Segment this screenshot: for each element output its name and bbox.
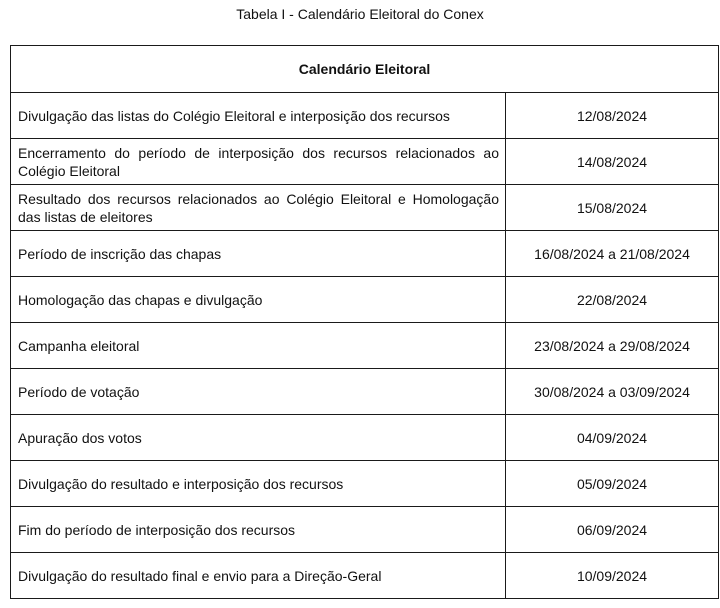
date-cell: 23/08/2024 a 29/08/2024 xyxy=(506,323,719,369)
table-row xyxy=(11,507,719,553)
table-header-row xyxy=(11,46,719,93)
table-row xyxy=(11,461,719,507)
event-cell: Divulgação do resultado e interposição dos recursos xyxy=(11,461,506,507)
table-caption: Tabela I - Calendário Eleitoral do Conex xyxy=(236,6,484,22)
table-row xyxy=(11,185,719,231)
event-cell: Encerramento do período de interposição dos recursos relacionados ao Colégio Eleitoral xyxy=(11,139,506,185)
event-cell: Divulgação do resultado final e envio para a Direção-Geral xyxy=(11,553,506,599)
event-cell: Período de inscrição das chapas xyxy=(11,231,506,277)
event-cell: Resultado dos recursos relacionados ao Colégio Eleitoral e Homologação das listas de eleitores xyxy=(11,185,506,231)
table-row xyxy=(11,93,719,139)
event-cell: Fim do período de interposição dos recursos xyxy=(11,507,506,553)
event-cell: Período de votação xyxy=(11,369,506,415)
date-cell: 22/08/2024 xyxy=(506,277,719,323)
date-cell: 12/08/2024 xyxy=(506,93,719,139)
table-header: Calendário Eleitoral xyxy=(11,46,719,93)
date-cell: 04/09/2024 xyxy=(506,415,719,461)
table-row xyxy=(11,553,719,599)
date-cell: 06/09/2024 xyxy=(506,507,719,553)
date-cell: 10/09/2024 xyxy=(506,553,719,599)
electoral-calendar-table xyxy=(10,45,719,599)
event-cell: Homologação das chapas e divulgação xyxy=(11,277,506,323)
table-row xyxy=(11,139,719,185)
date-cell: 16/08/2024 a 21/08/2024 xyxy=(506,231,719,277)
table-row xyxy=(11,415,719,461)
event-cell: Campanha eleitoral xyxy=(11,323,506,369)
event-cell: Divulgação das listas do Colégio Eleitoral e interposição dos recursos xyxy=(11,93,506,139)
table-row xyxy=(11,231,719,277)
event-cell: Apuração dos votos xyxy=(11,415,506,461)
table-row xyxy=(11,277,719,323)
table-row xyxy=(11,323,719,369)
date-cell: 30/08/2024 a 03/09/2024 xyxy=(506,369,719,415)
date-cell: 15/08/2024 xyxy=(506,185,719,231)
table-row xyxy=(11,369,719,415)
date-cell: 14/08/2024 xyxy=(506,139,719,185)
date-cell: 05/09/2024 xyxy=(506,461,719,507)
